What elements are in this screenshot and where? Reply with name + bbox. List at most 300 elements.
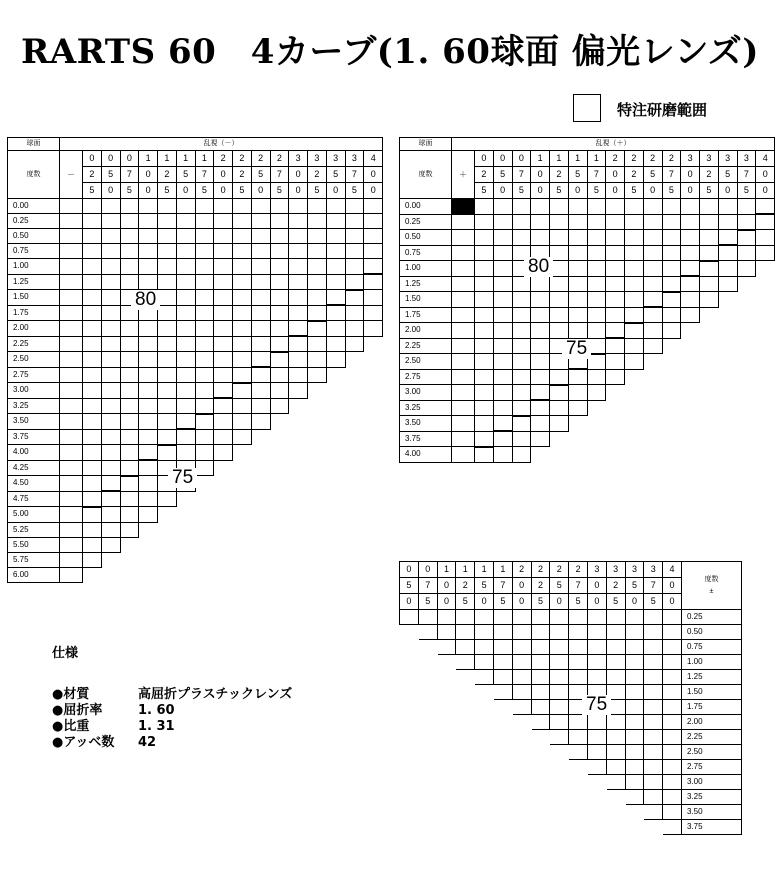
grid-cell	[662, 214, 681, 230]
grid-cell	[251, 229, 270, 244]
grid-cell	[606, 670, 625, 685]
grid-cell	[176, 414, 195, 430]
grid-cell	[120, 445, 139, 461]
grid-cell	[644, 790, 663, 805]
grid-cell	[700, 369, 719, 385]
power-value: 1.25	[681, 670, 741, 685]
grid-cell	[251, 476, 270, 492]
grid-cell	[270, 460, 289, 476]
grid-cell	[139, 491, 158, 507]
grid-cell	[569, 640, 588, 655]
grid-cell	[456, 820, 475, 835]
cyl-digit: 0	[663, 578, 682, 594]
grid-cell	[60, 507, 83, 523]
grid-cell	[195, 259, 214, 275]
grid-cell	[400, 640, 419, 655]
grid-cell	[233, 321, 252, 337]
grid-cell	[364, 259, 383, 275]
grid-cell	[158, 336, 177, 352]
grid-cell	[364, 383, 383, 399]
grid-cell	[643, 431, 662, 447]
grid-cell	[101, 491, 120, 507]
grid-cell	[569, 745, 588, 760]
table-row	[8, 290, 383, 306]
grid-cell	[400, 625, 419, 640]
grid-cell	[606, 230, 625, 246]
grid-cell	[643, 323, 662, 339]
grid-cell	[587, 400, 606, 416]
sign-cell: －	[60, 151, 83, 199]
grid-cell	[512, 323, 531, 339]
grid-cell	[326, 491, 345, 507]
grid-cell	[568, 369, 587, 385]
grid-cell	[663, 730, 682, 745]
grid-cell	[158, 537, 177, 552]
grid-cell	[681, 369, 700, 385]
grid-cell	[195, 398, 214, 414]
legend-label: 特注研磨範囲	[617, 101, 708, 119]
grid-cell	[662, 385, 681, 401]
cyl-digit: 7	[345, 167, 364, 183]
plus-cyl-table	[399, 137, 775, 463]
grid-cell	[625, 790, 644, 805]
grid-cell	[737, 245, 756, 261]
grid-cell	[326, 537, 345, 552]
table-row	[400, 447, 775, 463]
grid-cell	[756, 447, 775, 463]
cyl-digit: 5	[700, 183, 719, 199]
grid-cell	[493, 245, 512, 261]
grid-cell	[569, 625, 588, 640]
table-row	[400, 416, 775, 432]
grid-cell	[345, 352, 364, 368]
grid-cell	[606, 369, 625, 385]
grid-cell	[493, 307, 512, 323]
cyl-digit: 4	[364, 151, 383, 167]
grid-cell	[452, 323, 475, 339]
cyl-digit: 0	[418, 562, 437, 578]
cyl-digit: 3	[587, 562, 606, 578]
spec-value: 1. 31	[138, 719, 175, 734]
cyl-digit: 0	[550, 594, 569, 610]
grid-cell	[158, 199, 177, 214]
grid-cell	[214, 305, 233, 321]
grid-cell	[364, 460, 383, 476]
grid-cell	[700, 276, 719, 292]
sphere-value: 1.00	[400, 261, 452, 277]
grid-cell	[139, 352, 158, 368]
cyl-digit: 3	[718, 151, 737, 167]
table-row	[400, 820, 742, 835]
grid-cell	[437, 685, 456, 700]
grid-cell	[418, 700, 437, 715]
grid-cell	[718, 276, 737, 292]
grid-cell	[550, 431, 569, 447]
grid-cell	[308, 321, 327, 337]
grid-cell	[326, 383, 345, 399]
grid-cell	[101, 214, 120, 229]
grid-cell	[756, 323, 775, 339]
grid-cell	[531, 292, 550, 308]
cyl-digit: 3	[326, 151, 345, 167]
spec-key: ●アッベ数	[52, 735, 115, 750]
grid-cell	[681, 385, 700, 401]
grid-cell	[289, 460, 308, 476]
grid-cell	[625, 700, 644, 715]
sphere-value: 3.75	[400, 431, 452, 447]
grid-cell	[587, 369, 606, 385]
grid-cell	[308, 367, 327, 383]
grid-cell	[475, 700, 494, 715]
grid-cell	[625, 230, 644, 246]
grid-cell	[587, 655, 606, 670]
table-row	[8, 567, 383, 582]
grid-cell	[326, 336, 345, 352]
grid-cell	[139, 199, 158, 214]
grid-cell	[83, 476, 102, 492]
grid-cell	[270, 244, 289, 259]
grid-cell	[251, 414, 270, 430]
cyl-digit: 7	[418, 578, 437, 594]
grid-cell	[587, 760, 606, 775]
grid-cell	[195, 352, 214, 368]
sphere-value: 5.75	[8, 552, 60, 567]
grid-cell	[512, 700, 531, 715]
grid-cell	[512, 715, 531, 730]
cyl-digit: 1	[158, 151, 177, 167]
cyl-digit: 5	[587, 183, 606, 199]
grid-cell	[139, 244, 158, 259]
grid-cell	[364, 552, 383, 567]
grid-cell	[139, 336, 158, 352]
grid-cell	[606, 199, 625, 215]
grid-cell	[550, 323, 569, 339]
grid-cell	[625, 715, 644, 730]
grid-cell	[60, 259, 83, 275]
grid-cell	[251, 383, 270, 399]
grid-cell	[625, 775, 644, 790]
grid-cell	[101, 522, 120, 537]
cyl-digit: 0	[289, 167, 308, 183]
grid-cell	[493, 323, 512, 339]
grid-cell	[308, 383, 327, 399]
grid-cell	[251, 460, 270, 476]
grid-cell	[550, 400, 569, 416]
cyl-digit: 2	[308, 167, 327, 183]
grid-cell	[663, 655, 682, 670]
grid-cell	[452, 400, 475, 416]
cyl-digit: 0	[139, 183, 158, 199]
cyl-digit: 0	[587, 578, 606, 594]
table-row	[8, 352, 383, 368]
grid-cell	[270, 522, 289, 537]
grid-cell	[569, 775, 588, 790]
grid-cell	[251, 429, 270, 445]
grid-cell	[418, 745, 437, 760]
grid-cell	[531, 670, 550, 685]
grid-cell	[101, 274, 120, 290]
grid-cell	[569, 805, 588, 820]
grid-cell	[700, 447, 719, 463]
grid-cell	[550, 292, 569, 308]
grid-cell	[345, 274, 364, 290]
grid-cell	[364, 244, 383, 259]
grid-cell	[289, 567, 308, 582]
grid-cell	[326, 244, 345, 259]
grid-cell	[83, 445, 102, 461]
grid-cell	[214, 552, 233, 567]
power-value: 2.25	[681, 730, 741, 745]
grid-cell	[644, 715, 663, 730]
grid-cell	[475, 276, 494, 292]
table-row	[400, 369, 775, 385]
spec-row	[52, 687, 292, 703]
grid-cell	[270, 321, 289, 337]
grid-cell	[176, 552, 195, 567]
grid-cell	[233, 383, 252, 399]
grid-cell	[60, 460, 83, 476]
grid-cell	[345, 476, 364, 492]
cyl-digit: 2	[662, 151, 681, 167]
grid-cell	[550, 276, 569, 292]
grid-cell	[364, 567, 383, 582]
grid-cell	[568, 199, 587, 215]
sphere-header: 球面	[8, 138, 60, 151]
grid-cell	[214, 507, 233, 523]
power-value: 2.00	[681, 715, 741, 730]
grid-cell	[437, 730, 456, 745]
grid-cell	[512, 307, 531, 323]
table-row	[8, 321, 383, 337]
cyl-digit: 1	[437, 562, 456, 578]
grid-cell	[700, 338, 719, 354]
grid-cell	[700, 292, 719, 308]
grid-cell	[195, 445, 214, 461]
grid-cell	[251, 537, 270, 552]
grid-cell	[531, 369, 550, 385]
grid-cell	[663, 805, 682, 820]
grid-cell	[625, 640, 644, 655]
table-row	[400, 745, 742, 760]
grid-cell	[176, 290, 195, 306]
grid-cell	[233, 552, 252, 567]
table-row	[400, 307, 775, 323]
cyl-digit: 0	[718, 183, 737, 199]
spec-title: 仕様	[52, 646, 79, 661]
grid-cell	[531, 431, 550, 447]
grid-cell	[493, 400, 512, 416]
cyl-digit: 0	[512, 578, 531, 594]
grid-cell	[418, 775, 437, 790]
cyl-digit: 4	[756, 151, 775, 167]
grid-cell	[681, 400, 700, 416]
grid-cell	[158, 522, 177, 537]
grid-cell	[195, 491, 214, 507]
grid-cell	[364, 537, 383, 552]
grid-cell	[625, 338, 644, 354]
grid-cell	[569, 715, 588, 730]
table-row	[400, 431, 775, 447]
grid-cell	[158, 398, 177, 414]
grid-cell	[643, 354, 662, 370]
grid-cell	[568, 447, 587, 463]
grid-cell	[718, 431, 737, 447]
grid-cell	[326, 460, 345, 476]
grid-cell	[531, 354, 550, 370]
grid-cell	[587, 447, 606, 463]
grid-cell	[625, 354, 644, 370]
sphere-value: 0.75	[8, 244, 60, 259]
grid-cell	[756, 307, 775, 323]
grid-cell	[270, 491, 289, 507]
grid-cell	[326, 476, 345, 492]
sphere-value: 2.75	[8, 367, 60, 383]
grid-cell	[550, 745, 569, 760]
grid-cell	[569, 820, 588, 835]
grid-cell	[326, 199, 345, 214]
grid-cell	[214, 460, 233, 476]
table-row	[8, 522, 383, 537]
grid-cell	[364, 398, 383, 414]
grid-cell	[176, 274, 195, 290]
cyl-digit: 7	[493, 578, 512, 594]
grid-cell	[418, 730, 437, 745]
grid-cell	[512, 820, 531, 835]
grid-cell	[681, 416, 700, 432]
grid-cell	[158, 274, 177, 290]
cyl-digit: 5	[418, 594, 437, 610]
grid-cell	[493, 625, 512, 640]
legend-swatch	[573, 94, 601, 122]
sphere-value: 1.50	[400, 292, 452, 308]
cyl-digit: 2	[233, 151, 252, 167]
grid-cell	[101, 367, 120, 383]
table-row	[400, 261, 775, 277]
grid-cell	[139, 414, 158, 430]
grid-cell	[176, 522, 195, 537]
grid-cell	[308, 274, 327, 290]
grid-cell	[644, 745, 663, 760]
grid-cell	[289, 398, 308, 414]
grid-cell	[120, 383, 139, 399]
grid-cell	[643, 199, 662, 215]
grid-cell	[83, 398, 102, 414]
grid-cell	[625, 655, 644, 670]
grid-cell	[606, 338, 625, 354]
grid-cell	[176, 321, 195, 337]
grid-cell	[101, 537, 120, 552]
grid-cell	[662, 323, 681, 339]
grid-cell	[550, 416, 569, 432]
grid-cell	[663, 685, 682, 700]
grid-cell	[60, 367, 83, 383]
grid-cell	[662, 400, 681, 416]
grid-cell	[569, 790, 588, 805]
grid-cell	[418, 670, 437, 685]
grid-cell	[700, 431, 719, 447]
grid-cell	[512, 400, 531, 416]
grid-cell	[364, 352, 383, 368]
grid-cell	[364, 214, 383, 229]
cyl-digit: 0	[493, 151, 512, 167]
grid-cell	[270, 445, 289, 461]
grid-cell	[550, 715, 569, 730]
grid-cell	[452, 276, 475, 292]
grid-cell	[625, 416, 644, 432]
table-row	[8, 383, 383, 399]
grid-cell	[326, 445, 345, 461]
grid-cell	[662, 261, 681, 277]
grid-cell	[101, 352, 120, 368]
cyl-digit: 0	[364, 183, 383, 199]
grid-cell	[120, 244, 139, 259]
grid-cell	[550, 775, 569, 790]
grid-cell	[756, 400, 775, 416]
grid-cell	[493, 700, 512, 715]
grid-cell	[364, 522, 383, 537]
grid-cell	[681, 199, 700, 215]
table-row	[400, 323, 775, 339]
grid-cell	[437, 715, 456, 730]
grid-cell	[120, 567, 139, 582]
grid-cell	[83, 367, 102, 383]
table-row	[8, 491, 383, 507]
grid-cell	[214, 414, 233, 430]
grid-cell	[176, 305, 195, 321]
grid-cell	[233, 305, 252, 321]
grid-cell	[531, 199, 550, 215]
grid-cell	[400, 805, 419, 820]
grid-cell	[756, 416, 775, 432]
cyl-digit: 3	[606, 562, 625, 578]
cyl-digit: 0	[437, 578, 456, 594]
grid-cell	[531, 416, 550, 432]
sphere-value: 2.75	[400, 369, 452, 385]
grid-cell	[195, 383, 214, 399]
cyl-digit: 5	[531, 594, 550, 610]
grid-cell	[531, 790, 550, 805]
grid-cell	[101, 244, 120, 259]
grid-cell	[587, 670, 606, 685]
grid-cell	[308, 229, 327, 244]
cyl-digit: 0	[681, 167, 700, 183]
grid-cell	[737, 369, 756, 385]
table-row	[8, 199, 383, 214]
cyl-digit: 0	[214, 183, 233, 199]
grid-cell	[568, 276, 587, 292]
cyl-digit: 0	[251, 183, 270, 199]
grid-cell	[345, 445, 364, 461]
grid-cell	[308, 507, 327, 523]
grid-cell	[233, 398, 252, 414]
grid-cell	[512, 805, 531, 820]
grid-cell	[606, 292, 625, 308]
grid-cell	[400, 715, 419, 730]
grid-cell	[756, 431, 775, 447]
grid-cell	[756, 338, 775, 354]
table-row	[400, 199, 775, 215]
grid-cell	[756, 245, 775, 261]
grid-cell	[437, 760, 456, 775]
grid-cell	[60, 552, 83, 567]
grid-cell	[437, 805, 456, 820]
cyl-digit: 0	[568, 183, 587, 199]
cyl-digit: 1	[176, 151, 195, 167]
grid-cell	[531, 760, 550, 775]
grid-cell	[345, 244, 364, 259]
grid-cell	[139, 522, 158, 537]
sphere-value: 2.00	[400, 323, 452, 339]
